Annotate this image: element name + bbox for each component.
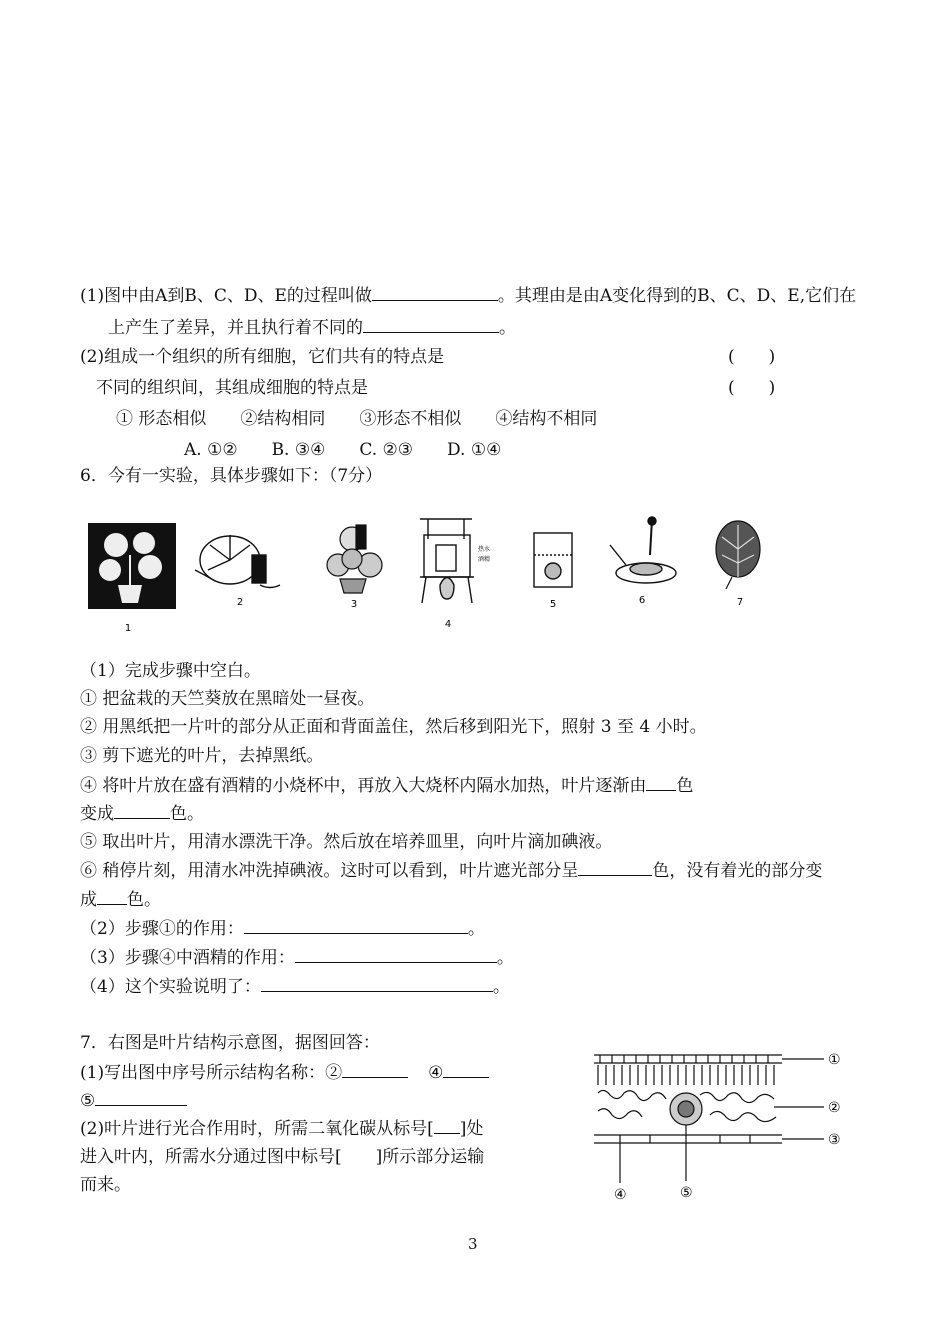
q6-blank-lit-color[interactable] — [97, 888, 127, 905]
page-number: 3 — [468, 1235, 478, 1253]
label-1: ① — [828, 1052, 841, 1068]
q6-step6-text2: 成 — [80, 890, 97, 910]
q6-experiment-figure — [80, 515, 800, 635]
q5-part1-line2 — [108, 316, 516, 339]
step7-result-leaf-icon — [716, 521, 760, 589]
q7-p2-suffix: ]处 — [459, 1119, 484, 1139]
step-label-6: 6 — [638, 595, 646, 606]
q6-part3-end: 。 — [496, 948, 514, 968]
q7-part2-line3: 而来。 — [80, 1175, 131, 1195]
q6-blank-step1-purpose[interactable] — [244, 917, 468, 934]
q6-part3 — [80, 946, 514, 969]
q5-p1-text-d: 。 — [499, 318, 516, 338]
q5-options: ① 形态相似 ②结构相同 ③形态不相似 ④结构不相同 — [116, 409, 598, 429]
q6-step5: ⑤ 取出叶片，用清水漂洗干净。然后放在培养皿里，向叶片滴加碘液。 — [80, 832, 613, 852]
q5-answer-bracket-2[interactable]: ( ) — [728, 378, 776, 398]
q5-choices: A. ①② B. ③④ C. ②③ D. ①④ — [184, 440, 502, 460]
leaf-structure-icon — [594, 1055, 824, 1183]
q7-part2-line1 — [80, 1117, 483, 1140]
label-5: ⑤ — [680, 1185, 693, 1201]
step1-dark-plant-icon — [88, 523, 176, 609]
q5-part2-line1: (2)组成一个组织的所有细胞，它们共有的特点是 — [80, 347, 445, 367]
step3-plant-icon — [327, 525, 382, 593]
q6-step4-text2: 变成 — [80, 804, 114, 824]
q6-part3-text: （3）步骤④中酒精的作用： — [80, 948, 295, 968]
step-label-1: 1 — [124, 623, 132, 634]
step4-water-bath-icon — [420, 519, 474, 603]
q6-blank-conclusion[interactable] — [261, 975, 493, 992]
q7-p1-label4: ④ — [428, 1063, 444, 1083]
step6-iodine-drop-icon — [610, 517, 676, 583]
q6-blank-alcohol-purpose[interactable] — [295, 946, 497, 963]
q6-step6-line1 — [80, 859, 822, 882]
step-label-7: 7 — [736, 597, 744, 608]
q6-step4-line2 — [80, 802, 204, 825]
step-label-3: 3 — [350, 599, 358, 610]
q6-part4-text: （4）这个实验说明了： — [80, 977, 261, 997]
step2-cover-leaf-icon — [195, 535, 280, 588]
q5-p1-text-b: 。其理由是由A变化得到的B、C、D、E,它们在 — [497, 286, 857, 306]
q7-p1-text: (1)写出图中序号所示结构名称：② — [80, 1063, 343, 1083]
q7-p2-text: (2)叶片进行光合作用时，所需二氧化碳从标号[ — [80, 1119, 434, 1139]
label-4: ④ — [614, 1187, 627, 1203]
q5-p1-text-c: 上产生了差异，并且执行着不同的 — [108, 318, 363, 338]
q7-blank-co2-entry[interactable] — [434, 1117, 460, 1134]
q6-blank-color-from[interactable] — [646, 774, 676, 791]
q6-part2-text: （2）步骤①的作用： — [80, 919, 244, 939]
q7-blank-4[interactable] — [443, 1061, 489, 1078]
q6-part2 — [80, 917, 485, 940]
q7-part2-line2: 进入叶内，所需水分通过图中标号[ ]所示部分运输 — [80, 1147, 485, 1167]
q6-step6-line2 — [80, 888, 161, 911]
q5-part2-line2: 不同的组织间，其组成细胞的特点是 — [96, 378, 368, 398]
label-alcohol: 酒精 — [478, 556, 491, 563]
q6-title: 6．今有一实验，具体步骤如下：（7分） — [80, 466, 383, 486]
q5-p1-text-a: (1)图中由A到B、C、D、E的过程叫做 — [80, 286, 372, 306]
label-hot-water: 热水 — [478, 546, 491, 553]
q6-step3: ③ 剪下遮光的叶片，去掉黑纸。 — [80, 746, 324, 766]
label-3: ③ — [828, 1132, 841, 1148]
q6-step4-text: ④ 将叶片放在盛有酒精的小烧杯中，再放入大烧杯内隔水加热，叶片逐渐由 — [80, 776, 647, 796]
q5-part1-line1 — [80, 284, 856, 307]
q6-blank-covered-color[interactable] — [578, 859, 652, 876]
q6-blank-color-to[interactable] — [114, 802, 170, 819]
q5-blank-1[interactable] — [372, 284, 498, 301]
q6-part4 — [80, 975, 510, 998]
q6-part2-end: 。 — [467, 919, 485, 939]
q6-step4-line1 — [80, 774, 693, 797]
leaf-cross-section-figure — [590, 1045, 860, 1215]
q5-blank-2[interactable] — [363, 316, 499, 333]
q7-p1-label5: ⑤ — [80, 1091, 96, 1111]
step-label-5: 5 — [549, 599, 557, 610]
q7-blank-5[interactable] — [95, 1089, 187, 1106]
q6-step6-suffix2: 色。 — [127, 890, 161, 910]
q6-step6-suffix: 色，没有着光的部分变 — [652, 861, 823, 881]
q7-blank-2[interactable] — [342, 1061, 408, 1078]
step-label-4: 4 — [444, 619, 452, 630]
q7-part1-line2 — [80, 1089, 187, 1112]
q7-title: 7．右图是叶片结构示意图，据图回答： — [80, 1033, 380, 1053]
q5-answer-bracket-1[interactable]: ( ) — [728, 347, 776, 367]
step5-rinse-leaf-icon — [534, 533, 572, 587]
q6-step1: ① 把盆栽的天竺葵放在黑暗处一昼夜。 — [80, 689, 375, 709]
q6-step6-text: ⑥ 稍停片刻，用清水冲洗掉碘液。这时可以看到，叶片遮光部分呈 — [80, 861, 579, 881]
q6-part1: （1）完成步骤中空白。 — [80, 661, 261, 681]
q6-part4-end: 。 — [492, 977, 510, 997]
q6-step4-suffix2: 色。 — [170, 804, 204, 824]
label-2: ② — [828, 1100, 841, 1116]
q6-step2: ② 用黑纸把一片叶的部分从正面和背面盖住，然后移到阳光下，照射 3 至 4 小时。 — [80, 717, 707, 737]
q6-step4-suffix: 色 — [676, 776, 694, 796]
step-label-2: 2 — [236, 597, 244, 608]
q7-part1-line1 — [80, 1061, 489, 1084]
